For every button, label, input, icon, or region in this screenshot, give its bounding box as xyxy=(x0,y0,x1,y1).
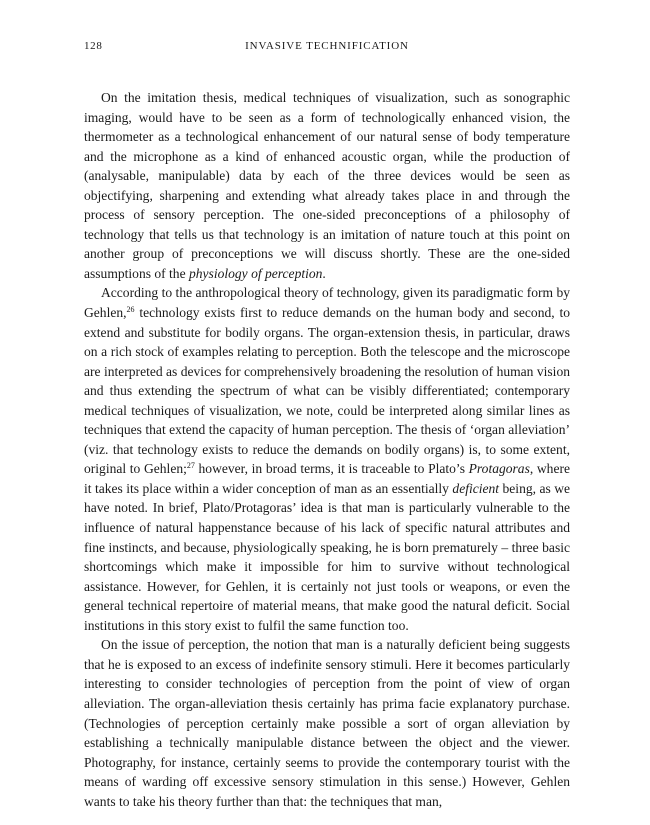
text-run: . xyxy=(322,265,326,281)
text-run: According to the anthropological theory of technology, given its paradigmatic form by Gehlen, xyxy=(84,285,570,321)
text-run: however, in broad terms, it is traceable to Plato’s xyxy=(194,461,469,477)
italic-text: Protagoras xyxy=(468,461,530,477)
text-run: On the imitation thesis, medical techniques of visualization, such as sonographic imaging, would have to be seen as a form of technologically enhanced vision, the thermometer as a technological enhancement of our natural sense of body temperature and the microphone as a kind of enhanced acoustic organ, while the production of (analysable, manipulable) data by each of the three devices would be seen as objectifying, sharpening and extending what already takes place in and through the process of sensory perception. The one-sided preconceptions of a philosophy of technology that tells us that technology is an imitation of nature touch at this point on another group of preconceptions we will discuss shortly. These are the one-sided assumptions of the xyxy=(84,90,570,281)
paragraph xyxy=(84,283,570,635)
paragraph xyxy=(84,635,570,811)
page-number: 128 xyxy=(84,40,103,52)
text-run: , where it takes its place within a wider conception of man as an essentially xyxy=(84,461,570,496)
text-run: technology exists first to reduce demands on the human body and second, to extend and substitute for bodily organs. The organ-extension thesis, in particular, draws on a rich stock of examples relating to perception. Both the telescope and the microscope are interpreted as devices for comprehensively broadening the resolution of human vision and thus extending the spectrum of what can be visibly differentiated; contemporary medical techniques of visualization, we note, could be interpreted along similar lines as techniques that extend the capacity of human perception. The thesis of ‘organ alleviation’ (viz. that technology exists to reduce the demands on bodily organs) is, to some extent, original to Gehlen; xyxy=(84,305,570,477)
footnote-ref: 26 xyxy=(126,305,135,315)
footnote-ref: 27 xyxy=(186,461,195,471)
text-run: On the issue of perception, the notion that man is a naturally deficient being suggests that he is exposed to an excess of indefinite sensory stimuli. Here it becomes particularly interesting to consider technologies of perception from the point of view of organ alleviation. The organ-alleviation thesis certainly has prima facie explanatory purchase. (Technologies of perception certainly make possible a sort of organ alleviation by establishing a technically manipulable distance between the object and the viewer. Photography, for instance, certainly seems to provide the contemporary tourist with the means of warding off excessive sensory stimulation in this sense.) However, Gehlen wants to take his theory further than that: the techniques that man, xyxy=(84,637,570,809)
text-run: being, as we have noted. In brief, Plato/Protagoras’ idea is that man is particularly vulnerable to the influence of natural happenstance because of his lack of specific natural attributes and fine instincts, and because, physiologically speaking, he is born prematurely – three basic shortcomings which make it impossible for him to survive without technological assistance. However, for Gehlen, it is certainly not just tools or weapons, or even the general technical repertoire of material means, that make good the natural deficit. Social institutions in this story exist to fulfil the same function too. xyxy=(84,480,570,633)
page-header xyxy=(84,40,570,56)
running-head: INVASIVE TECHNIFICATION xyxy=(245,40,409,52)
body-text xyxy=(84,88,570,811)
italic-text: deficient xyxy=(452,480,500,496)
paragraph xyxy=(84,88,570,283)
italic-text: physiology of perception xyxy=(188,265,323,281)
